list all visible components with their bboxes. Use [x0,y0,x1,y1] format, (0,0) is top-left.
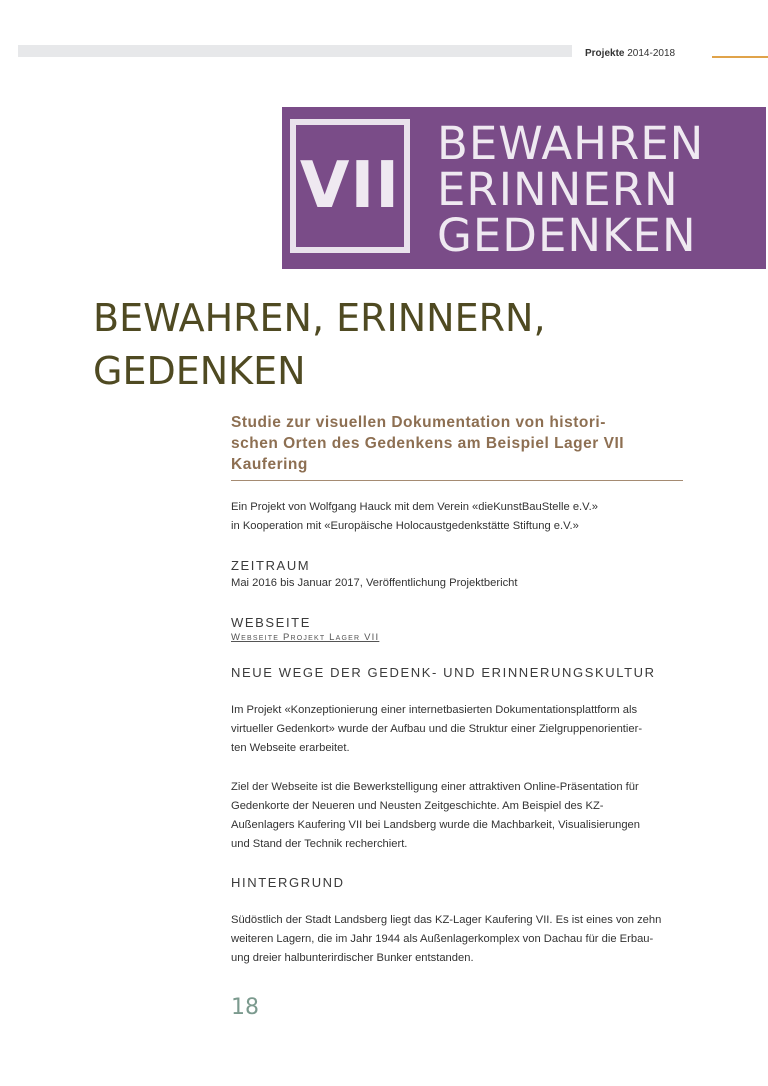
section-heading-hintergrund: HINTERGRUND [231,875,345,890]
text-line: Gedenkorte der Neueren und Neusten Zeitgeschichte. Am Beispiel des KZ- [231,800,604,812]
header-accent-rule [712,56,768,58]
paragraph [231,911,683,968]
text-line: in Kooperation mit «Europäische Holocaustgedenkstätte Stiftung e.V.» [231,520,579,532]
section-heading-webseite: WEBSEITE [231,615,311,630]
subtitle-line: schen Orten des Gedenkens am Beispiel Lager VII [231,435,625,452]
text-line: ung dreier halbunterirdischer Bunker entstanden. [231,952,474,964]
text-line: Im Projekt «Konzeptionierung einer internetbasierten Dokumentationsplattform als [231,704,638,716]
article-body [231,412,683,968]
page-title-line: GEDENKEN [93,349,306,393]
project-banner [282,107,766,269]
paragraph [231,701,683,758]
banner-numeral: VII [299,149,401,223]
intro-paragraph [231,498,683,536]
section-heading-neue-wege: NEUE WEGE DER GEDENK- UND ERINNERUNGSKULTUR [231,665,656,680]
zeitraum-text: Mai 2016 bis Januar 2017, Veröffentlichung Projektbericht [231,577,518,589]
banner-line: BEWAHREN [437,117,705,170]
banner-lines [437,117,705,262]
running-head-years: 2014-2018 [627,48,676,59]
website-link[interactable]: Webseite Projekt Lager VII [231,632,380,643]
page-number: 18 [231,995,259,1020]
text-line: Südöstlich der Stadt Landsberg liegt das KZ-Lager Kaufering VII. Es ist eines von zehn [231,914,662,926]
text-line: virtueller Gedenkort» wurde der Aufbau und die Struktur einer Zielgruppenorientier- [231,723,643,735]
text-line: und Stand der Technik recherchiert. [231,838,408,850]
running-head-section: Projekte [585,48,625,59]
section-heading-zeitraum: ZEITRAUM [231,558,311,573]
banner-line: ERINNERN [437,163,679,216]
text-line: Außenlagers Kaufering VII bei Landsberg wurde die Machbarkeit, Visualisierungen [231,819,641,831]
subtitle-line: Kaufering [231,456,308,473]
article-subtitle [231,412,683,481]
banner-line: GEDENKEN [437,209,697,262]
subtitle-line: Studie zur visuellen Dokumentation von histori- [231,414,606,431]
page-title-line: BEWAHREN, ERINNERN, [93,296,546,340]
paragraph [231,778,683,854]
page-title [93,292,546,398]
header-bar [18,45,572,57]
text-line: weiteren Lagern, die im Jahr 1944 als Außenlagerkomplex von Dachau für die Erbau- [231,933,654,945]
text-line: Ziel der Webseite ist die Bewerkstelligung einer attraktiven Online-Präsentation für [231,781,639,793]
text-line: Ein Projekt von Wolfgang Hauck mit dem Verein «dieKunstBauStelle e.V.» [231,501,598,513]
running-head [585,48,675,59]
text-line: ten Webseite erarbeitet. [231,742,350,754]
